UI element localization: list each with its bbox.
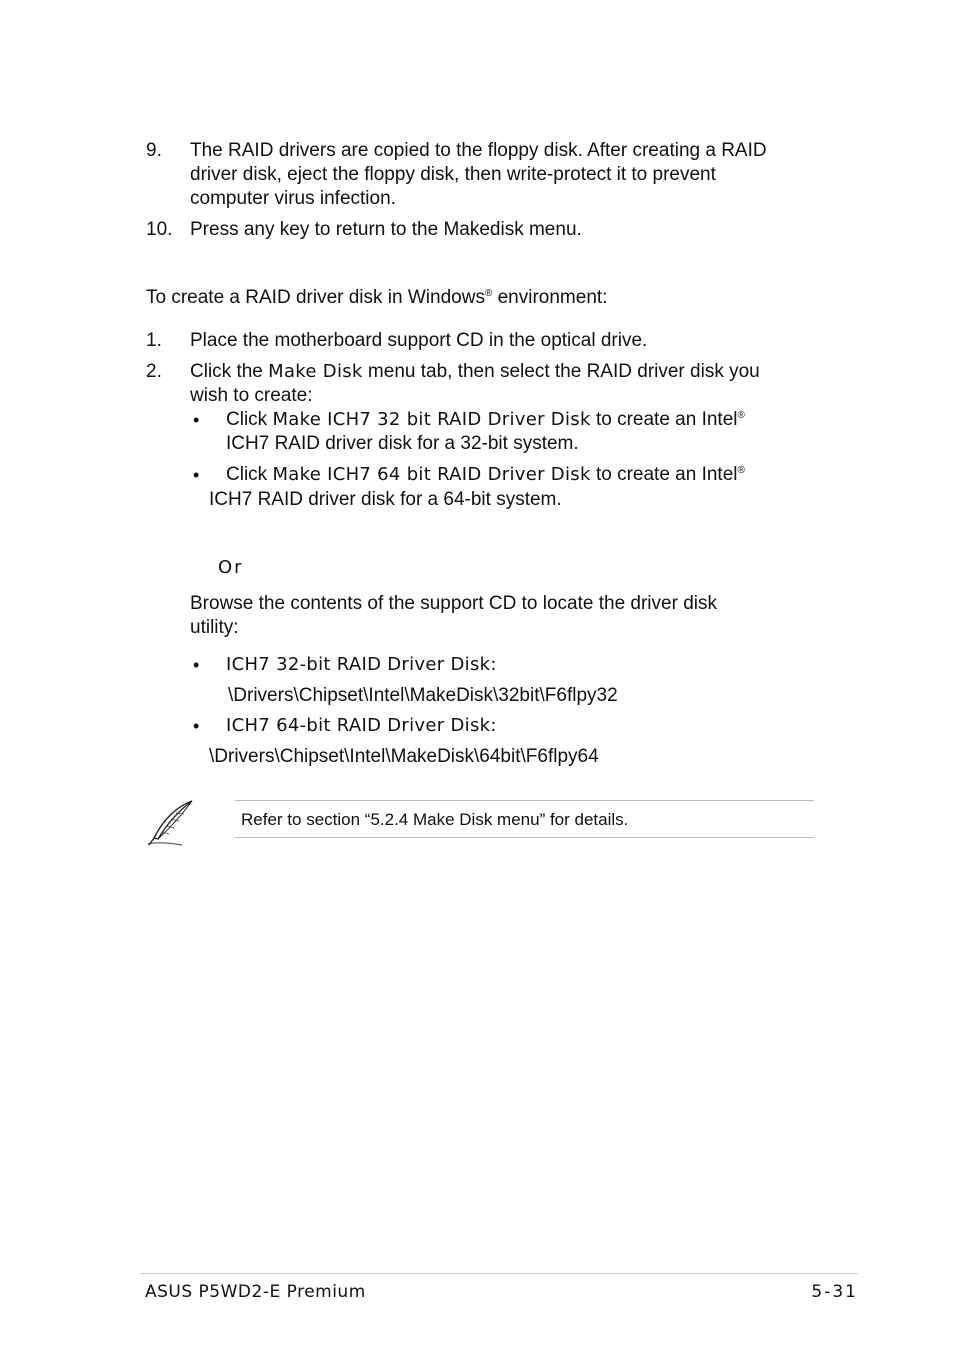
windows-intro: To create a RAID driver disk in Windows® environment: xyxy=(146,287,608,308)
step-number-9: 9. xyxy=(146,140,162,161)
bullet-marker: • xyxy=(193,410,200,430)
bullet-marker: • xyxy=(193,716,200,736)
note-bottom-rule xyxy=(235,837,814,838)
ich7-32-path: \Drivers\Chipset\Intel\MakeDisk\32bit\F6flpy32 xyxy=(228,685,618,706)
ich7-64-path: \Drivers\Chipset\Intel\MakeDisk\64bit\F6flpy64 xyxy=(209,746,599,767)
step-number-10: 10. xyxy=(146,219,173,240)
ich7-64-path-label: ICH7 64-bit RAID Driver Disk: xyxy=(226,715,497,736)
step-9-text: The RAID drivers are copied to the floppy disk. After creating a RAID driver disk, eject the floppy disk, then write-protect it to prevent computer virus infection. xyxy=(190,140,767,209)
make-ich7-64-ui-label: Make ICH7 64 bit RAID Driver Disk xyxy=(272,464,591,485)
step-number-2: 2. xyxy=(146,361,162,382)
bullet-marker: • xyxy=(193,655,200,675)
step-2-text: Click the Make Disk menu tab, then select the RAID driver disk you wish to create: xyxy=(190,361,760,406)
footer-product-name: ASUS P5WD2-E Premium xyxy=(145,1282,366,1302)
bullet-64bit-text: Click Make ICH7 64 bit RAID Driver Disk to create an Intel® xyxy=(226,464,745,485)
footer-page-number: 5-31 xyxy=(811,1282,858,1302)
feather-pen-icon xyxy=(144,798,196,848)
make-ich7-32-ui-label: Make ICH7 32 bit RAID Driver Disk xyxy=(272,409,591,430)
browse-text: Browse the contents of the support CD to locate the driver disk utility: xyxy=(190,593,717,638)
note-text: Refer to section “5.2.4 Make Disk menu” for details. xyxy=(241,810,629,829)
bullet-32bit-text: Click Make ICH7 32 bit RAID Driver Disk to create an Intel® ICH7 RAID driver disk for a 32-bit system. xyxy=(226,409,745,454)
footer-rule xyxy=(140,1273,858,1274)
bullet-marker: • xyxy=(193,465,200,485)
ich7-32-path-label: ICH7 32-bit RAID Driver Disk: xyxy=(226,654,497,675)
or-label: Or xyxy=(218,557,244,578)
make-disk-ui-label: Make Disk xyxy=(268,361,363,382)
step-1-text: Place the motherboard support CD in the optical drive. xyxy=(190,330,648,351)
bullet-64bit-line2: ICH7 RAID driver disk for a 64-bit system. xyxy=(209,489,562,510)
note-top-rule xyxy=(235,800,814,801)
step-10-text: Press any key to return to the Makedisk menu. xyxy=(190,219,582,240)
step-number-1: 1. xyxy=(146,330,162,351)
